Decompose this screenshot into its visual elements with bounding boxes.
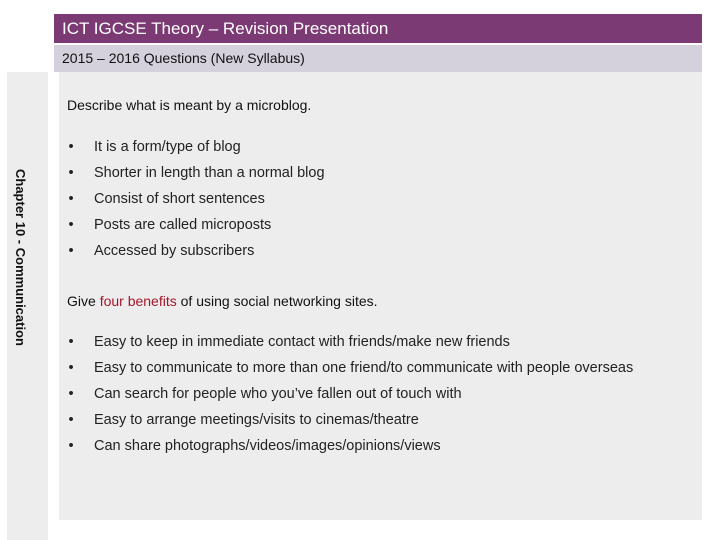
list-item xyxy=(66,433,686,459)
list-item xyxy=(66,329,686,355)
answer-text: Can search for people who you’ve fallen out of touch with xyxy=(94,386,462,402)
list-item xyxy=(66,160,686,186)
list-item xyxy=(66,407,686,433)
bullet-icon: • xyxy=(68,243,74,259)
question-text-start: Give xyxy=(67,293,100,309)
answer-text: It is a form/type of blog xyxy=(94,139,241,155)
answer-text: Posts are called microposts xyxy=(94,217,272,233)
answer-text: Easy to communicate to more than one friend/to communicate with people overseas xyxy=(94,360,634,376)
slide-subtitle: 2015 – 2016 Questions (New Syllabus) xyxy=(54,45,702,72)
list-item xyxy=(66,238,686,264)
list-item xyxy=(66,355,686,381)
answer-text: Consist of short sentences xyxy=(94,191,265,207)
question-social-networking xyxy=(67,293,378,309)
bullet-icon: • xyxy=(68,438,74,454)
bullet-icon: • xyxy=(68,386,74,402)
bullet-icon: • xyxy=(68,412,74,428)
social-networking-answer-list xyxy=(66,329,686,459)
answer-text: Easy to arrange meetings/visits to cinemas/theatre xyxy=(94,412,419,428)
bullet-icon: • xyxy=(68,334,74,350)
bullet-icon: • xyxy=(68,191,74,207)
list-item xyxy=(66,186,686,212)
answer-text: Accessed by subscribers xyxy=(94,243,255,259)
bullet-icon: • xyxy=(68,165,74,181)
answer-text: Can share photographs/videos/images/opinions/views xyxy=(94,438,441,454)
list-item xyxy=(66,212,686,238)
question-highlight: four benefits xyxy=(99,293,177,309)
answer-text: Shorter in length than a normal blog xyxy=(94,165,325,181)
microblog-answer-list xyxy=(66,134,686,264)
bullet-icon: • xyxy=(68,360,74,376)
list-item xyxy=(66,134,686,160)
question-text-end: of using social networking sites. xyxy=(176,293,378,309)
slide-title: ICT IGCSE Theory – Revision Presentation xyxy=(54,14,702,43)
question-microblog: Describe what is meant by a microblog. xyxy=(67,97,312,113)
chapter-label: Chapter 10 - Communication xyxy=(13,168,28,346)
list-item xyxy=(66,381,686,407)
bullet-icon: • xyxy=(68,217,74,233)
bullet-icon: • xyxy=(68,139,74,155)
answer-text: Easy to keep in immediate contact with friends/make new friends xyxy=(94,334,510,350)
